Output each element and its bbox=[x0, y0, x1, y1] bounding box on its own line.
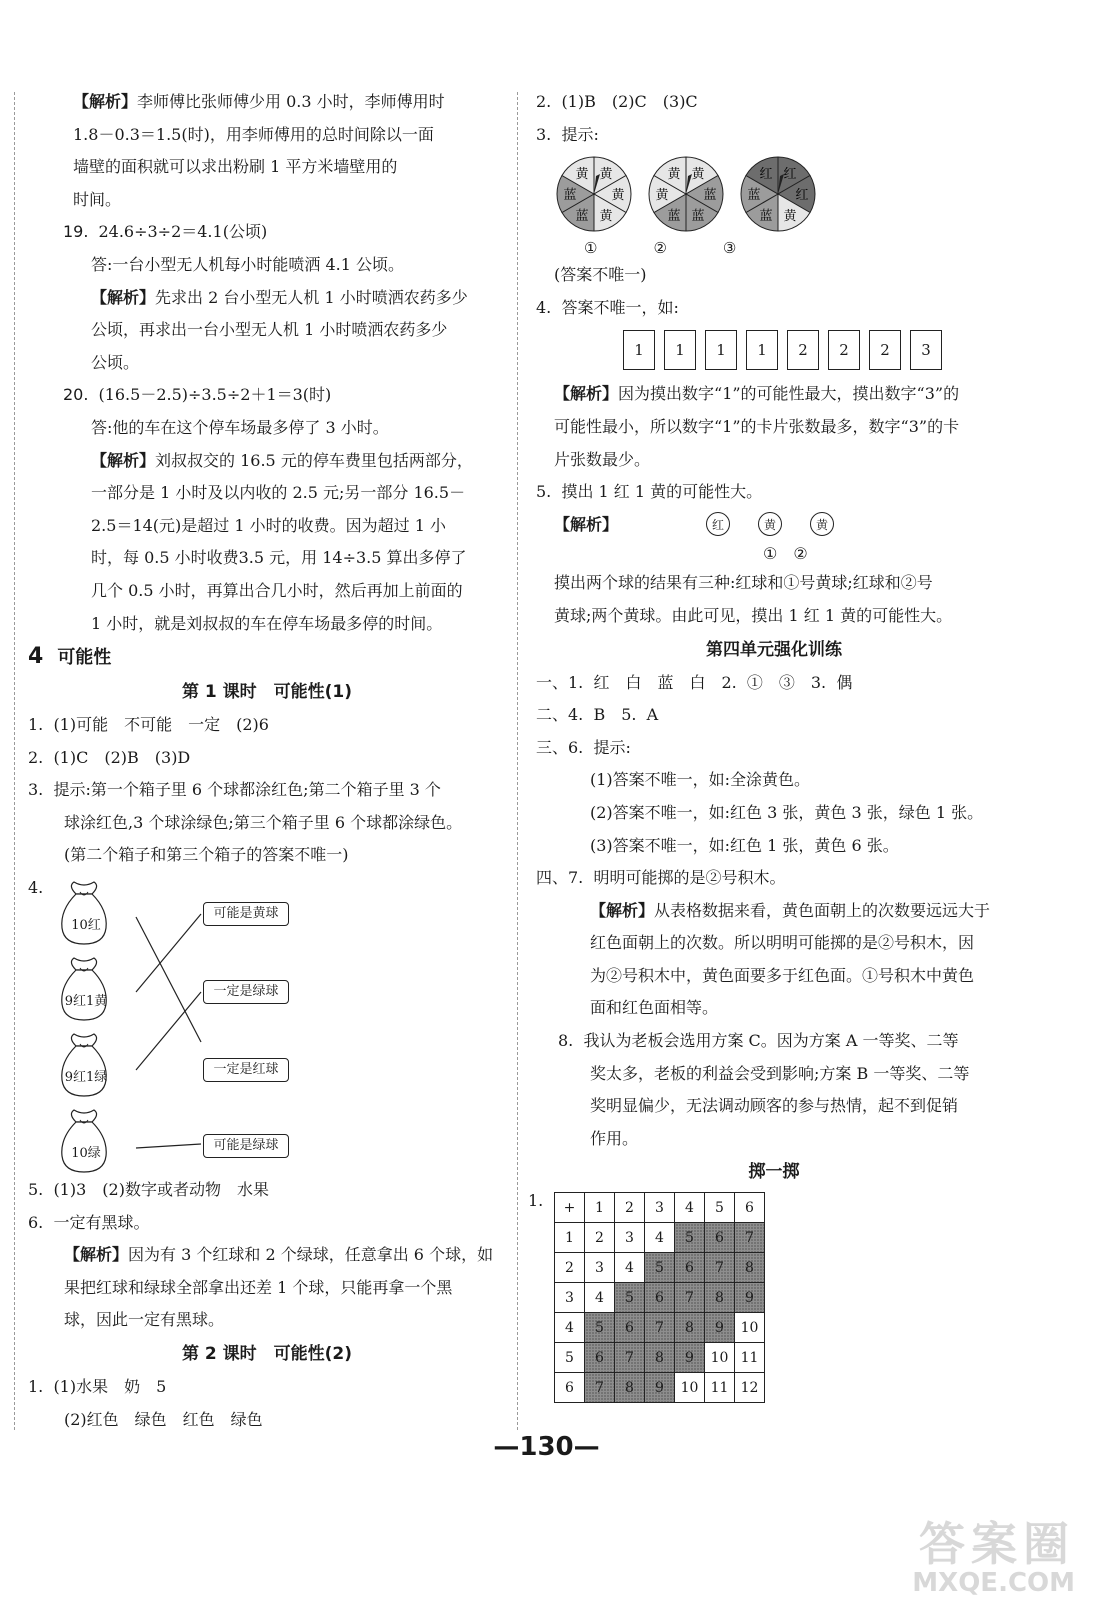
table-cell: 5 bbox=[705, 1193, 735, 1223]
table-cell: 2 bbox=[555, 1253, 585, 1283]
table-cell: 3 bbox=[615, 1223, 645, 1253]
answer-box: 可能是黄球 bbox=[203, 902, 289, 926]
table-cell: + bbox=[555, 1193, 585, 1223]
table-cell: 8 bbox=[675, 1313, 705, 1343]
table-cell: 3 bbox=[555, 1283, 585, 1313]
watermark: 答案圈 MXQE.COM bbox=[912, 1517, 1075, 1598]
sector-label: 蓝 bbox=[691, 208, 705, 224]
l1-question-5: 5. (1)3 (2)数字或者动物 水果 bbox=[28, 1180, 269, 1200]
sector-label: 黄 bbox=[599, 167, 613, 183]
roll-question-1: 1. bbox=[528, 1191, 544, 1211]
table-cell: 6 bbox=[735, 1193, 765, 1223]
text-line: (1)答案不唯一，如:全涂黄色。 bbox=[590, 770, 811, 790]
answer-box: 可能是绿球 bbox=[203, 1134, 289, 1158]
table-cell: 9 bbox=[645, 1373, 675, 1403]
analysis-4: 【解析】因为摸出数字“1”的可能性最大，摸出数字“3”的 bbox=[554, 384, 960, 404]
sector-label: 蓝 bbox=[563, 188, 577, 204]
spinner bbox=[554, 154, 634, 234]
l1-question-4: 4. bbox=[28, 878, 44, 898]
table-cell: 10 bbox=[705, 1343, 735, 1373]
sector-label: 蓝 bbox=[703, 188, 717, 204]
text-line: 几个 0.5 小时，再算出合几小时，然后再加上前面的 bbox=[91, 580, 463, 600]
text-line: (2)答案不唯一，如:红色 3 张，黄色 3 张，绿色 1 张。 bbox=[590, 802, 984, 822]
table-cell: 7 bbox=[615, 1343, 645, 1373]
sector-label: 黄 bbox=[599, 208, 613, 224]
left-column bbox=[28, 86, 506, 1436]
unit-training-heading: 第四单元强化训练 bbox=[706, 639, 842, 660]
answer-box: 一定是红球 bbox=[203, 1058, 289, 1082]
bag-label: 10红 bbox=[71, 918, 101, 934]
roll-heading: 掷一掷 bbox=[748, 1162, 800, 1183]
analysis-20: 【解析】刘叔叔交的 16.5 元的停车费里包括两部分， bbox=[91, 450, 473, 470]
number-cards bbox=[623, 330, 1012, 370]
match-line bbox=[136, 992, 201, 1070]
analysis-l1-6: 【解析】因为有 3 个红球和 2 个绿球，任意拿出 6 个球，如 bbox=[64, 1245, 494, 1265]
sector-label: 黄 bbox=[575, 167, 589, 183]
sector-label: 蓝 bbox=[667, 208, 681, 224]
text-line: 片张数最少。 bbox=[554, 449, 651, 469]
table-row bbox=[555, 1193, 765, 1223]
training-1: 一、1. 红 白 蓝 白 2. ① ③ 3. 偶 bbox=[536, 672, 853, 692]
table-cell: 1 bbox=[585, 1193, 615, 1223]
text-line: 1 小时，就是刘叔叔的车在停车场最多停的时间。 bbox=[91, 613, 443, 633]
text-line: 一部分是 1 小时及以内收的 2.5 元;另一部分 16.5－ bbox=[91, 483, 466, 503]
bag-label: 9红1绿 bbox=[64, 1070, 108, 1086]
sum-table bbox=[554, 1192, 765, 1403]
table-cell: 5 bbox=[645, 1253, 675, 1283]
spinner bbox=[646, 154, 726, 234]
text-line: 奖明显偏少，无法调动顾客的参与热情，起不到促销 bbox=[590, 1096, 959, 1116]
text-line: 1.8－0.3＝1.5(时)，用李师傅用的总时间除以一面 bbox=[73, 124, 434, 144]
table-cell: 4 bbox=[555, 1313, 585, 1343]
text-line: (第二个箱子和第三个箱子的答案不唯一) bbox=[64, 845, 349, 865]
table-cell: 5 bbox=[585, 1313, 615, 1343]
spinner-number: ② bbox=[653, 239, 667, 258]
l1-question-1: 1. (1)可能 不可能 一定 (2)6 bbox=[28, 715, 269, 735]
table-cell: 10 bbox=[675, 1373, 705, 1403]
analysis-q18: 【解析】李师傅比张师傅少用 0.3 小时，李师傅用时 bbox=[73, 92, 445, 111]
text-line: 2.5＝14(元)是超过 1 小时的收费。因为超过 1 小 bbox=[91, 515, 446, 535]
text-line: 黄球;两个黄球。由此可见，摸出 1 红 1 黄的可能性大。 bbox=[554, 605, 953, 625]
sector-label: 红 bbox=[783, 167, 797, 183]
table-cell: 4 bbox=[675, 1193, 705, 1223]
bag-label: 10绿 bbox=[71, 1146, 101, 1162]
bag-icon bbox=[58, 1032, 110, 1098]
bag-icon bbox=[58, 1108, 110, 1174]
training-3: 三、6. 提示: bbox=[536, 737, 631, 757]
table-cell: 6 bbox=[645, 1283, 675, 1313]
bag bbox=[58, 1108, 110, 1174]
table-row bbox=[555, 1373, 765, 1403]
table-cell: 6 bbox=[705, 1223, 735, 1253]
number-card: 2 bbox=[869, 330, 901, 370]
table-cell: 2 bbox=[615, 1193, 645, 1223]
sector-label: 黄 bbox=[611, 188, 625, 204]
text-line: 时，每 0.5 小时收费3.5 元，用 14÷3.5 算出多停了 bbox=[91, 548, 467, 568]
number-card: 2 bbox=[828, 330, 860, 370]
sector-label: 红 bbox=[759, 167, 773, 183]
table-cell: 8 bbox=[645, 1343, 675, 1373]
table-cell: 7 bbox=[705, 1253, 735, 1283]
text-line: 公顷，再求出一台小型无人机 1 小时喷洒农药多少 bbox=[91, 320, 448, 340]
table-row bbox=[555, 1343, 765, 1373]
training-4: 四、7. 明明可能掷的是②号积木。 bbox=[536, 868, 786, 888]
text-line: 球，因此一定有黑球。 bbox=[64, 1310, 225, 1330]
table-cell: 6 bbox=[585, 1343, 615, 1373]
question-2: 2. (1)B (2)C (3)C bbox=[536, 92, 698, 111]
page-number: —130— bbox=[493, 1432, 600, 1462]
table-cell: 11 bbox=[735, 1343, 765, 1373]
number-card: 1 bbox=[623, 330, 655, 370]
bag-icon bbox=[58, 956, 110, 1022]
table-cell: 8 bbox=[615, 1373, 645, 1403]
text-line: 红色面朝上的次数。所以明明可能掷的是②号积木，因 bbox=[590, 933, 975, 953]
bag bbox=[58, 880, 110, 946]
text-line: 面和红色面相等。 bbox=[590, 998, 719, 1018]
training-2: 二、4. B 5. A bbox=[536, 705, 659, 725]
table-cell: 7 bbox=[735, 1223, 765, 1253]
spinner-number: ① bbox=[584, 239, 598, 258]
table-cell: 7 bbox=[675, 1283, 705, 1313]
sector-label: 红 bbox=[795, 188, 809, 204]
table-cell: 3 bbox=[645, 1193, 675, 1223]
table-cell: 6 bbox=[615, 1313, 645, 1343]
table-cell: 6 bbox=[675, 1253, 705, 1283]
table-cell: 9 bbox=[735, 1283, 765, 1313]
l1-question-6: 6. 一定有黑球。 bbox=[28, 1212, 150, 1232]
ball-numbers: ① ② bbox=[763, 544, 808, 564]
question-4: 4. 答案不唯一，如: bbox=[536, 297, 679, 317]
table-cell: 9 bbox=[705, 1313, 735, 1343]
sector-label: 蓝 bbox=[747, 188, 761, 204]
analysis-19: 【解析】先求出 2 台小型无人机 1 小时喷洒农药多少 bbox=[91, 287, 468, 307]
sum-table-block bbox=[528, 1189, 1012, 1414]
lesson2-heading: 第 2 课时 可能性(2) bbox=[181, 1344, 353, 1365]
answer-19: 答:一台小型无人机每小时能喷洒 4.1 公顷。 bbox=[91, 254, 405, 274]
number-card: 1 bbox=[705, 330, 737, 370]
analysis-7: 【解析】从表格数据来看，黄色面朝上的次数要远远大于 bbox=[590, 900, 991, 920]
text-line: 奖太多，老板的利益会受到影响;方案 B 一等奖、二等 bbox=[590, 1063, 970, 1083]
unit-heading: 4 可能性 bbox=[28, 644, 112, 670]
text-line: 公顷。 bbox=[91, 352, 140, 372]
table-cell: 5 bbox=[675, 1223, 705, 1253]
spinner bbox=[738, 154, 818, 234]
table-cell: 4 bbox=[615, 1253, 645, 1283]
table-row bbox=[555, 1283, 765, 1313]
text-line: 球涂红色,3 个球涂绿色;第三个箱子里 6 个球都涂绿色。 bbox=[64, 812, 463, 832]
note: (答案不唯一) bbox=[554, 265, 647, 285]
table-cell: 5 bbox=[555, 1343, 585, 1373]
sector-label: 蓝 bbox=[575, 208, 589, 224]
table-cell: 1 bbox=[555, 1223, 585, 1253]
spinner-labels bbox=[584, 237, 1012, 259]
sector-label: 黄 bbox=[691, 167, 705, 183]
table-cell: 5 bbox=[615, 1283, 645, 1313]
number-card: 1 bbox=[746, 330, 778, 370]
table-row bbox=[555, 1253, 765, 1283]
table-cell: 7 bbox=[645, 1313, 675, 1343]
number-card: 2 bbox=[787, 330, 819, 370]
table-cell: 3 bbox=[585, 1253, 615, 1283]
analysis-5: 【解析】 bbox=[554, 514, 619, 534]
table-cell: 7 bbox=[585, 1373, 615, 1403]
matching-diagram bbox=[28, 872, 506, 1174]
l1-question-2: 2. (1)C (2)B (3)D bbox=[28, 747, 191, 767]
text-line: 墙壁的面积就可以求出粉刷 1 平方米墙壁用的 bbox=[73, 157, 398, 177]
table-cell: 10 bbox=[735, 1313, 765, 1343]
l1-question-3: 3. 提示:第一个箱子里 6 个球都涂红色;第二个箱子里 3 个 bbox=[28, 780, 441, 800]
ball: 红 bbox=[706, 512, 730, 536]
l2-question-1: 1. (1)水果 奶 5 bbox=[28, 1377, 167, 1397]
text-line: (2)红色 绿色 红色 绿色 bbox=[64, 1409, 263, 1429]
spinner-number: ③ bbox=[722, 239, 737, 258]
right-column bbox=[528, 86, 1012, 1414]
table-cell: 2 bbox=[585, 1223, 615, 1253]
table-cell: 8 bbox=[705, 1283, 735, 1313]
table-cell: 4 bbox=[645, 1223, 675, 1253]
question-5: 5. 摸出 1 红 1 黄的可能性大。 bbox=[536, 482, 763, 502]
sector-label: 黄 bbox=[667, 167, 681, 183]
table-cell: 4 bbox=[585, 1283, 615, 1313]
text-line: 为②号积木中，黄色面要多于红色面。①号积木中黄色 bbox=[590, 965, 975, 985]
question-19: 19. 24.6÷3÷2＝4.1(公顷) bbox=[63, 222, 268, 242]
spinner-figures bbox=[554, 151, 1012, 237]
ball: 黄 bbox=[758, 512, 782, 536]
number-card: 3 bbox=[910, 330, 942, 370]
number-card: 1 bbox=[664, 330, 696, 370]
bag-icon bbox=[58, 880, 110, 946]
bag bbox=[58, 1032, 110, 1098]
table-row bbox=[555, 1313, 765, 1343]
text-line: 可能性最小，所以数字“1”的卡片张数最多，数字“3”的卡 bbox=[554, 416, 960, 436]
text-line: (3)答案不唯一，如:红色 1 张，黄色 6 张。 bbox=[590, 835, 899, 855]
ball: 黄 bbox=[810, 512, 834, 536]
answer-20: 答:他的车在这个停车场最多停了 3 小时。 bbox=[91, 417, 389, 437]
text-line: 果把红球和绿球全部拿出还差 1 个球，只能再拿一个黑 bbox=[64, 1277, 453, 1297]
sector-label: 黄 bbox=[783, 208, 797, 224]
question-20: 20. (16.5－2.5)÷3.5÷2＋1＝3(时) bbox=[63, 385, 332, 405]
table-cell: 12 bbox=[735, 1373, 765, 1403]
lesson1-heading: 第 1 课时 可能性(1) bbox=[181, 682, 353, 703]
text-line: 摸出两个球的结果有三种:红球和①号黄球;红球和②号 bbox=[554, 573, 933, 593]
sector-label: 黄 bbox=[655, 188, 669, 204]
table-cell: 9 bbox=[675, 1343, 705, 1373]
table-cell: 8 bbox=[735, 1253, 765, 1283]
bag bbox=[58, 956, 110, 1022]
bag-label: 9红1黄 bbox=[64, 994, 108, 1010]
table-cell: 6 bbox=[555, 1373, 585, 1403]
training-8: 8. 我认为老板会选用方案 C。因为方案 A 一等奖、二等 bbox=[558, 1031, 959, 1051]
question-3: 3. 提示: bbox=[536, 124, 599, 144]
text-line: 作用。 bbox=[590, 1128, 639, 1148]
sector-label: 蓝 bbox=[759, 208, 773, 224]
table-cell: 11 bbox=[705, 1373, 735, 1403]
table-row bbox=[555, 1223, 765, 1253]
answer-box: 一定是绿球 bbox=[203, 980, 289, 1004]
match-line bbox=[136, 1144, 201, 1148]
text-line: 时间。 bbox=[73, 189, 122, 209]
